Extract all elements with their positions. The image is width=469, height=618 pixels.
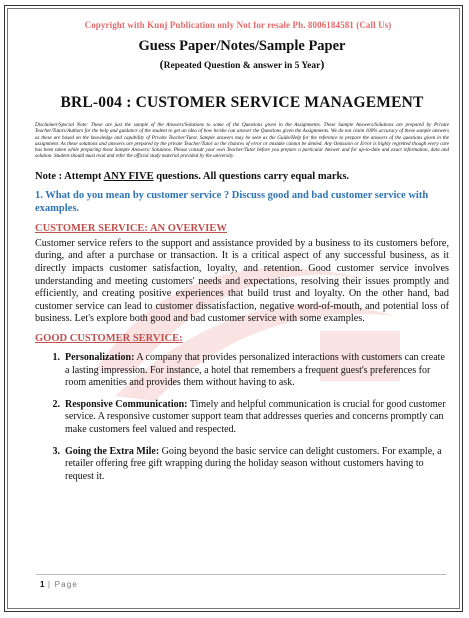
- list-item-number: 1.: [52, 351, 60, 363]
- list-item: [35, 399, 449, 437]
- list-item-body: [65, 352, 449, 390]
- guess-paper-subtitle: (Repeated Question & answer in 5 Year): [159, 57, 325, 71]
- list-item-number: 3.: [52, 445, 60, 457]
- note-emphasis: ANY FIVE: [103, 170, 154, 182]
- list-item-number: 2.: [52, 398, 60, 410]
- course-title: BRL-004 : CUSTOMER SERVICE MANAGEMENT: [60, 94, 424, 111]
- list-item: [35, 352, 449, 390]
- page-footer: [40, 580, 78, 589]
- list-item-term: Responsive Communication:: [65, 398, 188, 410]
- list-item-term: Going the Extra Mile:: [65, 445, 160, 457]
- footer-rule: [36, 574, 446, 575]
- list-item-text: A company that provides personalized interactions with customers can create a lasting impression. For instance, a hotel that remembers a frequent guest's preferences for room amenities and provides them without having to ask.: [65, 351, 445, 389]
- list-item-body: [65, 446, 449, 484]
- overview-paragraph: Customer service refers to the support and assistance provided by a business to its customers before, during, and after a purchase or transaction. It is a critical aspect of any successful business, as it directly impacts customer satisfaction, loyalty, and retention. Good customer service involves understanding and meeting customers' needs and expectations, resolving their issues promptly and efficiently, and creating positive experiences that build trust and loyalty. On the other hand, bad customer service can lead to customer dissatisfaction, negative word-of-mouth, and potential loss of business. Let's explore both good and bad customer service with some examples.: [35, 237, 449, 325]
- page-number: 1: [40, 580, 45, 589]
- list-item-text: Going beyond the basic service can delight customers. For example, a retailer offering free gift wrapping during the holiday season without customers having to request it.: [65, 445, 442, 482]
- note-suffix: questions. All questions carry equal marks.: [153, 170, 350, 182]
- list-item-body: [65, 399, 449, 437]
- page-frame: [4, 5, 463, 612]
- page-label: | Page: [44, 580, 79, 589]
- list-item: [35, 446, 449, 484]
- subtitle-text: Repeated Question & answer in 5 Year: [163, 61, 321, 71]
- overview-heading: CUSTOMER SERVICE: AN OVERVIEW: [35, 222, 227, 234]
- copyright-line: Copyright with Kunj Publication only Not for resale Ph. 8006184581 (Call Us): [84, 20, 392, 30]
- note-prefix: Note : Attempt: [35, 170, 104, 182]
- list-item-term: Personalization:: [65, 351, 135, 363]
- disclaimer: Disclaimer/Special Note: These are just the sample of the Answers/Solutions to some of the Questions given in the Assignments. These Sample Answers/Solutions are prepared by Private Teacher/Tutors/Authors for the help and guidance of the student to get an idea of how he/she can answer the Questions given the Assignments. We do not claim 100% accuracy of these sample answers as these are based on the knowledge and capability of Private Teacher/Tutor. Sample answers may be seen as the Guide/Help for the reference to prepare the answers of the questions given in the assignment. As these solutions and answers are prepared by the private Teacher/Tutor so the chances of error or mistake cannot be denied. Any Omission or Error is highly regretted though every care has been taken while preparing these Sample Answers/ Solutions. Please consult your own Teacher/Tutor before you prepare a particular Answer and for up-to-date and exact information, data and solution. Student should must read and refer the official study material provided by the university.: [35, 122, 449, 160]
- good-service-list: [35, 352, 449, 483]
- instructions-note: [35, 171, 449, 182]
- page-content: [35, 20, 449, 492]
- guess-paper-title: Guess Paper/Notes/Sample Paper: [138, 38, 346, 54]
- question-1: 1. What do you mean by customer service ? Discuss good and bad customer service with examples.: [35, 189, 429, 215]
- list-item-text: Timely and helpful communication is crucial for good customer service. A responsive customer support team that addresses queries and concerns promptly can make customers feel valued and respected.: [65, 398, 446, 435]
- good-service-heading: GOOD CUSTOMER SERVICE:: [35, 332, 183, 344]
